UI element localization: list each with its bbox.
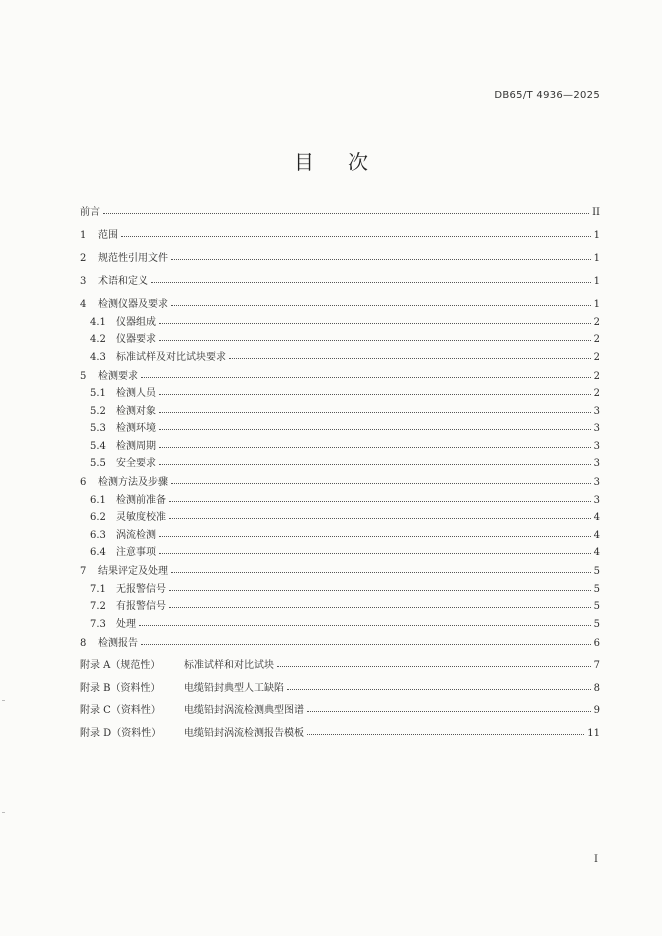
toc-entry-label (80, 726, 304, 742)
toc-entry-number: 4.2 (90, 334, 106, 345)
toc-entry-title: 术语和定义 (98, 276, 148, 287)
toc-entry-number: 4.3 (90, 351, 106, 363)
toc-entry-number: 5 (80, 370, 87, 382)
toc-entry-number: 7.2 (90, 601, 106, 612)
toc-entry[interactable] (80, 315, 600, 331)
toc-entry-number: 6 (80, 477, 87, 488)
toc-entry-number: 5.2 (90, 405, 106, 417)
toc-page-number: 5 (593, 618, 600, 630)
toc-leader-dots (159, 394, 591, 395)
toc-entry-title: 安全要求 (116, 458, 156, 469)
toc-entry-label (90, 545, 156, 561)
toc-leader-dots (169, 501, 591, 502)
toc-entry-title: 结果评定及处理 (98, 566, 168, 577)
toc-leader-dots (151, 282, 591, 283)
toc-entry-label (90, 404, 156, 420)
toc-leader-dots (159, 536, 591, 537)
toc-leader-dots (277, 666, 591, 667)
toc-page-number: 1 (593, 253, 600, 264)
toc-leader-dots (159, 429, 591, 430)
toc-entry-label (90, 617, 136, 633)
toc-leader-dots (171, 483, 591, 484)
toc-page-number: 4 (593, 512, 600, 523)
toc-entry-title: 灵敏度校准 (116, 512, 166, 523)
toc-entry-title: 检测仪器及要求 (98, 299, 168, 310)
toc-entry[interactable] (80, 404, 600, 420)
toc-leader-dots (229, 358, 591, 359)
toc-page-number: 9 (593, 705, 600, 716)
toc-entry-label (80, 297, 168, 313)
toc-entry-label (80, 228, 118, 244)
toc-entry-label (90, 528, 156, 544)
toc-entry-label (80, 274, 148, 290)
toc-entry-title: 检测周期 (116, 440, 156, 452)
toc-page-number: 3 (593, 423, 600, 434)
toc-entry-number: 1 (80, 230, 87, 241)
toc-leader-dots (159, 412, 591, 413)
toc-entry[interactable] (80, 369, 600, 385)
toc-entry[interactable] (80, 582, 600, 598)
toc-page-number: 2 (593, 351, 600, 363)
toc-leader-dots (159, 447, 591, 448)
toc-entry-label (80, 564, 168, 580)
toc-entry-label (80, 251, 168, 267)
toc-entry-number: 6.3 (90, 529, 106, 541)
toc-entry-number: 4.1 (90, 316, 106, 328)
toc-entry-title: 无报警信号 (116, 583, 166, 595)
toc-entry-label (90, 599, 166, 615)
toc-entry[interactable] (80, 350, 600, 366)
toc-page-number: 8 (593, 682, 600, 694)
toc-entry[interactable] (80, 703, 600, 719)
toc-page-number: 1 (593, 230, 600, 241)
toc-entry-title: 范围 (98, 230, 118, 241)
toc-entry[interactable] (80, 545, 600, 561)
toc-entry[interactable] (80, 456, 600, 472)
toc-entry[interactable] (80, 274, 600, 290)
toc-entry-label (90, 510, 166, 526)
toc-entry-number: 6.2 (90, 512, 106, 523)
toc-page-number: 6 (593, 637, 600, 649)
toc-leader-dots (169, 590, 591, 591)
toc-leader-dots (171, 305, 591, 306)
toc-entry-label (90, 386, 156, 402)
toc-page-number: 5 (593, 583, 600, 595)
toc-entry[interactable] (80, 421, 600, 437)
toc-page-number: 3 (593, 494, 600, 506)
toc-entry[interactable] (80, 228, 600, 244)
toc-leader-dots (307, 734, 584, 735)
toc-entry-number: 6.1 (90, 494, 106, 506)
toc-page-number: 4 (593, 529, 600, 541)
scan-margin-mark (2, 812, 5, 813)
toc-entry-title: 标准试样和对比试块 (184, 660, 274, 671)
toc-entry-title: 电缆铅封涡流检测典型图谱 (184, 705, 304, 716)
toc-entry[interactable] (80, 726, 600, 742)
toc-entry[interactable] (80, 564, 600, 580)
toc-entry-label (80, 703, 304, 719)
toc-leader-dots (171, 259, 591, 260)
toc-entry-title: 前言 (80, 207, 100, 218)
toc-page-number: 4 (593, 547, 600, 558)
toc-entry-label (80, 681, 284, 697)
toc-entry-label (90, 456, 156, 472)
toc-entry-title: 注意事项 (116, 547, 156, 558)
toc-entry[interactable] (80, 205, 600, 221)
toc-entry-title: 检测环境 (116, 423, 156, 434)
toc-page-number: 2 (593, 316, 600, 328)
toc-entry-title: 检测人员 (116, 388, 156, 399)
toc-entry-number: 5.4 (90, 440, 106, 452)
toc-entry-title: 处理 (116, 618, 136, 630)
toc-entry-label (90, 350, 226, 366)
toc-entry-title: 电缆铅封涡流检测报告模板 (184, 727, 304, 739)
toc-entry[interactable] (80, 636, 600, 652)
toc-entry-title: 有报警信号 (116, 601, 166, 612)
toc-entry[interactable] (80, 617, 600, 633)
toc-entry-title: 仪器组成 (116, 316, 156, 328)
toc-entry-label (90, 315, 156, 331)
toc-page-number: 3 (593, 440, 600, 452)
page-title: 目次 (294, 150, 402, 174)
toc-leader-dots (139, 625, 591, 626)
toc-page-number: 3 (593, 458, 600, 469)
toc-entry-number: 8 (80, 637, 87, 649)
toc-entry-number: 5.5 (90, 458, 106, 469)
toc-entry-number: 4 (80, 299, 87, 310)
toc-entry[interactable] (80, 658, 600, 674)
toc-entry[interactable] (80, 386, 600, 402)
toc-entry[interactable] (80, 681, 600, 697)
toc-entry-label (80, 205, 100, 221)
document-code: DB65/T 4936—2025 (494, 90, 600, 101)
toc-entry-number: 附录 B（资料性） (80, 682, 161, 694)
toc-page-number: 2 (593, 370, 600, 382)
toc-leader-dots (103, 213, 589, 214)
toc-page-number: 3 (593, 405, 600, 417)
toc-page-number: 1 (593, 276, 600, 287)
toc-leader-dots (121, 236, 591, 237)
toc-page-number: 5 (593, 601, 600, 612)
toc-entry-title: 检测前准备 (116, 494, 166, 506)
toc-entry-label (90, 421, 156, 437)
toc-page-number: 2 (593, 334, 600, 345)
toc-leader-dots (169, 607, 591, 608)
toc-entry-title: 规范性引用文件 (98, 253, 168, 264)
toc-entry[interactable] (80, 251, 600, 267)
toc-page-number: 2 (593, 388, 600, 399)
toc-page-number: 7 (593, 660, 600, 671)
scan-margin-mark (2, 700, 5, 701)
toc-entry-title: 检测方法及步骤 (98, 477, 168, 488)
toc-leader-dots (159, 323, 591, 324)
toc-entry[interactable] (80, 297, 600, 313)
toc-entry-label (90, 582, 166, 598)
toc-entry-number: 附录 C（资料性） (80, 705, 161, 716)
toc-entry-number: 6.4 (90, 547, 106, 558)
toc-leader-dots (159, 464, 591, 465)
toc-entry[interactable] (80, 493, 600, 509)
toc-page-number: 5 (593, 566, 600, 577)
toc-entry-number: 7 (80, 566, 87, 577)
toc-leader-dots (169, 518, 591, 519)
toc-entry-title: 检测要求 (98, 370, 138, 382)
toc-leader-dots (307, 711, 591, 712)
toc-page-number: 11 (587, 727, 600, 739)
toc-entry[interactable] (80, 475, 600, 491)
toc-entry-label (80, 475, 168, 491)
toc-entry[interactable] (80, 439, 600, 455)
toc-entry-title: 涡流检测 (116, 529, 156, 541)
toc-leader-dots (171, 572, 591, 573)
toc-entry-label (80, 636, 138, 652)
toc-entry-number: 7.1 (90, 583, 106, 595)
toc-entry-title: 检测对象 (116, 405, 156, 417)
toc-entry-title: 标准试样及对比试块要求 (116, 351, 226, 363)
toc-entry[interactable] (80, 599, 600, 615)
toc-entry[interactable] (80, 510, 600, 526)
toc-entry-title: 检测报告 (98, 637, 138, 649)
toc-leader-dots (159, 553, 591, 554)
page-number: I (594, 854, 598, 865)
toc-entry-label (90, 332, 156, 348)
toc-entry-title: 电缆铅封典型人工缺陷 (184, 682, 284, 694)
toc-leader-dots (287, 689, 591, 690)
toc-entry-number: 5.3 (90, 423, 106, 434)
toc-entry-title: 仪器要求 (116, 334, 156, 345)
toc-entry-number: 7.3 (90, 618, 106, 630)
toc-entry-label (90, 493, 166, 509)
toc-page-number: II (592, 207, 600, 218)
toc-entry-number: 3 (80, 276, 87, 287)
toc-leader-dots (141, 644, 591, 645)
toc-entry-number: 附录 A（规范性） (80, 660, 161, 671)
toc-entry-number: 5.1 (90, 388, 106, 399)
toc-entry-number: 2 (80, 253, 87, 264)
toc-entry-label (80, 658, 274, 674)
toc-leader-dots (159, 340, 591, 341)
toc-entry-label (80, 369, 138, 385)
toc-entry[interactable] (80, 332, 600, 348)
toc-entry-label (90, 439, 156, 455)
toc-page-number: 1 (593, 299, 600, 310)
toc-leader-dots (141, 377, 591, 378)
toc-page-number: 3 (593, 477, 600, 488)
toc-entry-number: 附录 D（资料性） (80, 727, 162, 739)
toc-entry[interactable] (80, 528, 600, 544)
